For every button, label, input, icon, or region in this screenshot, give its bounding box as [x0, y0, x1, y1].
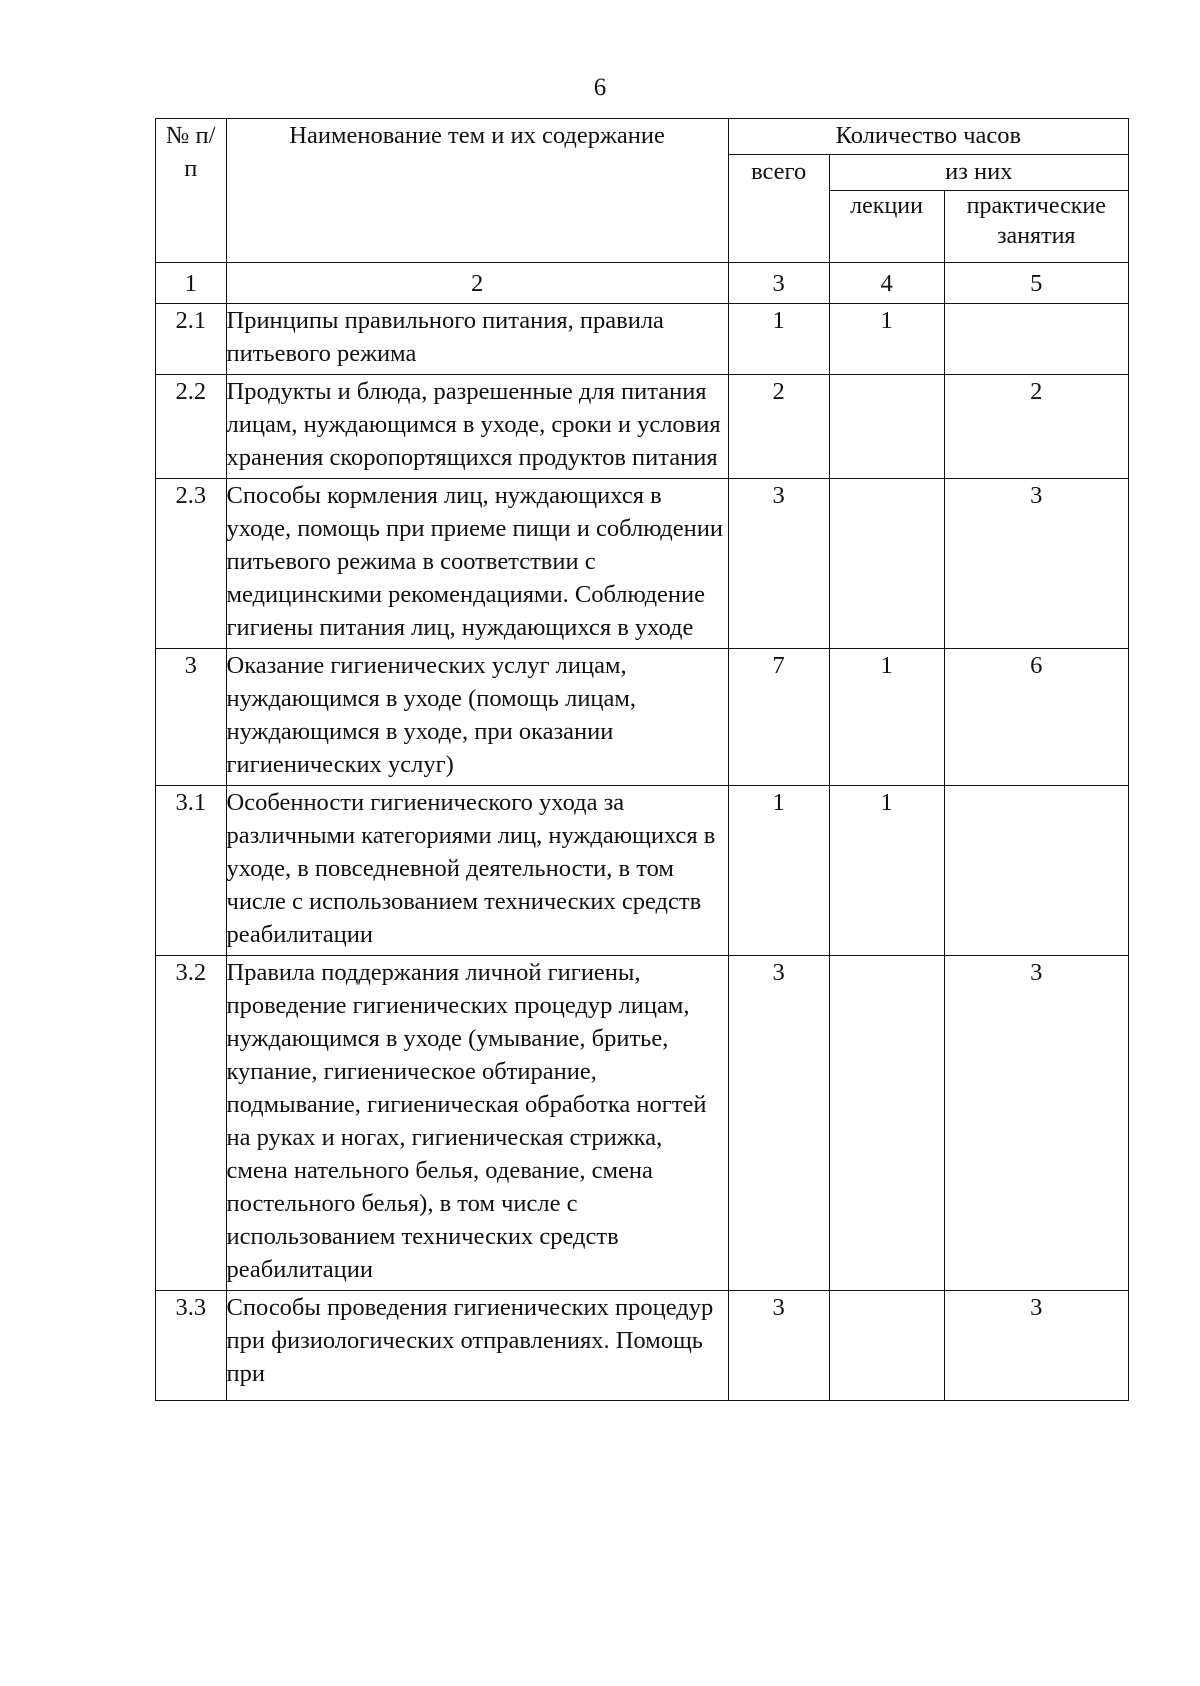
- table-row: [156, 649, 1129, 786]
- table-row: [156, 304, 1129, 375]
- row-lecture-hours: 1: [829, 304, 944, 375]
- row-practice-hours: [944, 786, 1128, 956]
- row-number: 3.2: [156, 956, 227, 1291]
- row-number: 2.2: [156, 375, 227, 479]
- column-index: 1: [156, 263, 227, 304]
- row-total-hours: 1: [728, 786, 829, 956]
- row-number: 3: [156, 649, 227, 786]
- row-lecture-hours: [829, 375, 944, 479]
- header-number: № п/п: [156, 119, 227, 263]
- table-row: [156, 1291, 1129, 1401]
- column-index: 2: [226, 263, 728, 304]
- row-lecture-hours: [829, 1291, 944, 1401]
- row-topic: Способы кормления лиц, нуждающихся в уходе, помощь при приеме пищи и соблюдении питьевого режима в соответствии с медицинскими рекомендациями. Соблюдение гигиены питания лиц, нуждающихся в уходе: [226, 479, 728, 649]
- table-row: [156, 479, 1129, 649]
- row-topic: Правила поддержания личной гигиены, проведение гигиенических процедур лицам, нуждающимся в уходе (умывание, бритье, купание, гигиеническое обтирание, подмывание, гигиеническая обработка ногтей на руках и ногах, гигиеническая стрижка, смена нательного белья, одевание, смена постельного белья), в том числе с использованием технических средств реабилитации: [226, 956, 728, 1291]
- column-index: 5: [944, 263, 1128, 304]
- header-practice: практические занятия: [944, 191, 1128, 263]
- header-row-1: [156, 119, 1129, 155]
- header-total: всего: [728, 155, 829, 263]
- row-number: 2.3: [156, 479, 227, 649]
- row-topic: Способы проведения гигиенических процедур при физиологических отправлениях. Помощь при: [226, 1291, 728, 1401]
- row-total-hours: 3: [728, 956, 829, 1291]
- header-hours: Количество часов: [728, 119, 1128, 155]
- row-practice-hours: 3: [944, 956, 1128, 1291]
- row-topic: Оказание гигиенических услуг лицам, нуждающимся в уходе (помощь лицам, нуждающимся в уходе, при оказании гигиенических услуг): [226, 649, 728, 786]
- column-index: 3: [728, 263, 829, 304]
- table-row: [156, 375, 1129, 479]
- header-topic-name: Наименование тем и их содержание: [226, 119, 728, 263]
- row-total-hours: 3: [728, 479, 829, 649]
- curriculum-table: [155, 118, 1129, 1401]
- header-of-which: из них: [829, 155, 1128, 191]
- row-number: 3.3: [156, 1291, 227, 1401]
- row-topic: Особенности гигиенического ухода за различными категориями лиц, нуждающихся в уходе, в повседневной деятельности, в том числе с использованием технических средств реабилитации: [226, 786, 728, 956]
- row-lecture-hours: [829, 479, 944, 649]
- row-total-hours: 7: [728, 649, 829, 786]
- row-lecture-hours: 1: [829, 786, 944, 956]
- row-number: 2.1: [156, 304, 227, 375]
- row-practice-hours: [944, 304, 1128, 375]
- table-row: [156, 956, 1129, 1291]
- row-total-hours: 2: [728, 375, 829, 479]
- row-total-hours: 3: [728, 1291, 829, 1401]
- table-row: [156, 786, 1129, 956]
- column-index-row: [156, 263, 1129, 304]
- row-practice-hours: 6: [944, 649, 1128, 786]
- row-topic: Принципы правильного питания, правила питьевого режима: [226, 304, 728, 375]
- row-total-hours: 1: [728, 304, 829, 375]
- row-lecture-hours: 1: [829, 649, 944, 786]
- row-lecture-hours: [829, 956, 944, 1291]
- header-lectures: лекции: [829, 191, 944, 263]
- column-index: 4: [829, 263, 944, 304]
- row-practice-hours: 3: [944, 479, 1128, 649]
- row-topic: Продукты и блюда, разрешенные для питания лицам, нуждающимся в уходе, сроки и условия хранения скоропортящихся продуктов питания: [226, 375, 728, 479]
- page-number: 6: [593, 74, 607, 101]
- row-practice-hours: 3: [944, 1291, 1128, 1401]
- row-number: 3.1: [156, 786, 227, 956]
- row-practice-hours: 2: [944, 375, 1128, 479]
